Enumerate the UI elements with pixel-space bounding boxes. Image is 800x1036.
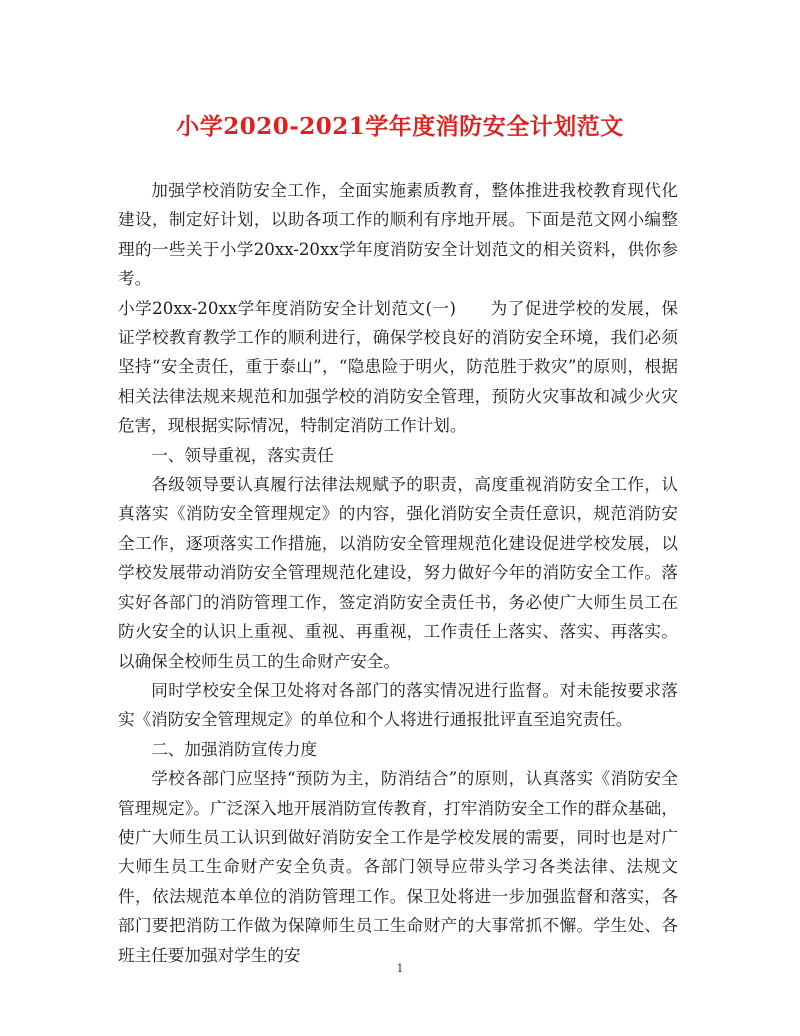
page-number: 1 (396, 962, 404, 975)
section-heading-1: 一、领导重视，落实责任 (151, 445, 334, 465)
paragraph-publicity: 学校各部门应坚持“预防为主，防消结合”的原则，认真落实《消防安全管理规定》。广泛深入地开展消防宣传教育，打牢消防安全工作的群众基础，使广大师生员工认识到做好消防安全工作是学校发展的需要，同时也是对广大师生员工生命财产安全负责。各部门领导应带头学习各类法律、法规文件，依法规范本单位的消防管理工作。保卫处将进一步加强监督和落实，各部门要把消防工作做为保障师生员工生命财产的大事常抓不懈。学生处、各班主任要加强对学生的安 (118, 769, 678, 965)
document-title: 小学2020-2021学年度消防安全计划范文 (176, 113, 624, 140)
paragraph-plan-intro: 小学20xx-20xx学年度消防安全计划范文(一) 为了促进学校的发展，保证学校教育教学工作的顺利进行，确保学校良好的消防安全环境，我们必须坚持“安全责任，重于泰山”，“隐患险于明火，防范胜于救灾”的原则，根据相关法律法规来规范和加强学校的消防安全管理，预防火灾事故和减少火灾危害，现根据实际情况，特制定消防工作计划。 (118, 298, 678, 436)
paragraph-supervision: 同时学校安全保卫处将对各部门的落实情况进行监督。对未能按要求落实《消防安全管理规定》的单位和个人将进行通报批评直至追究责任。 (118, 680, 678, 730)
paragraph-leadership: 各级领导要认真履行法律法规赋予的职责，高度重视消防安全工作，认真落实《消防安全管理规定》的内容，强化消防安全责任意识，规范消防安全工作，逐项落实工作措施，以消防安全管理规范化建设促进学校发展，以学校发展带动消防安全管理规范化建设，努力做好今年的消防安全工作。落实好各部门的消防管理工作，签定消防安全责任书，务必使广大师生员工在防火安全的认识上重视、重视、再重视，工作责任上落实、落实、再落实。以确保全校师生员工的生命财产安全。 (118, 475, 678, 671)
section-heading-2: 二、加强消防宣传力度 (151, 739, 318, 759)
document-body (118, 176, 678, 970)
paragraph-intro: 加强学校消防安全工作，全面实施素质教育，整体推进我校教育现代化建设，制定好计划，以助各项工作的顺利有序地开展。下面是范文网小编整理的一些关于小学20xx-20xx学年度消防安全计划范文的相关资料，供你参考。 (118, 181, 678, 289)
